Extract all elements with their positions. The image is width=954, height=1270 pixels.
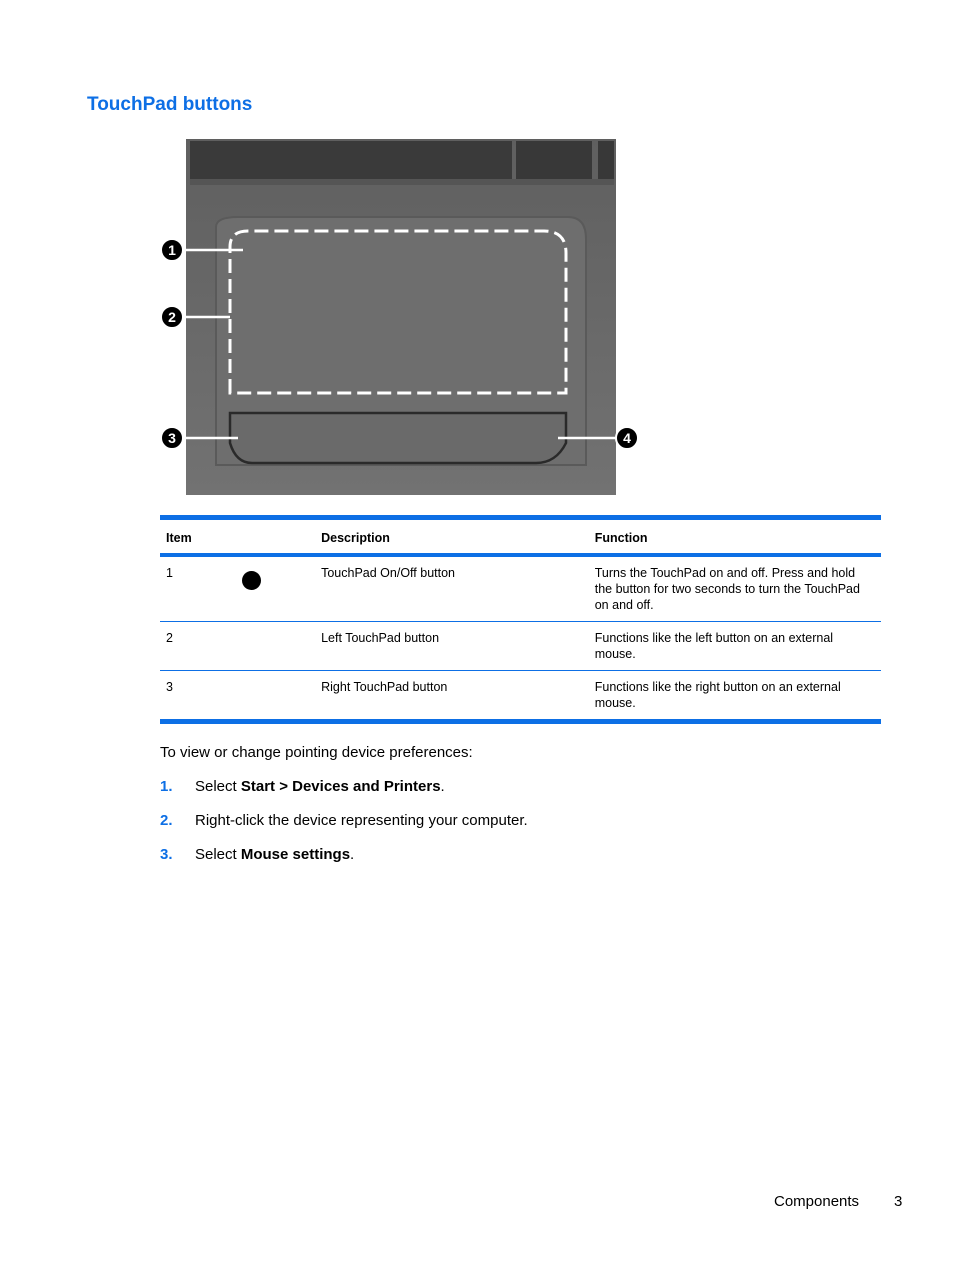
- step-number: 3.: [160, 846, 173, 863]
- table-row: [160, 671, 881, 722]
- row-description: TouchPad On/Off button: [321, 566, 455, 580]
- step-text: Right-click the device representing your computer.: [195, 812, 528, 829]
- row-icon: [222, 671, 315, 722]
- list-item: [160, 812, 528, 830]
- header-item: Item: [166, 531, 192, 545]
- row-item: 3: [166, 680, 173, 694]
- row-icon: [222, 555, 315, 622]
- svg-text:1: 1: [168, 242, 176, 258]
- step-bold: Mouse settings: [240, 846, 351, 863]
- intro-text: To view or change pointing device preferences:: [160, 744, 473, 761]
- step-number: 2.: [160, 812, 173, 829]
- row-item: 2: [166, 631, 173, 645]
- touchpad-figure: [158, 135, 642, 497]
- power-dot-icon: [242, 571, 261, 590]
- row-function: Functions like the right button on an external mouse.: [594, 680, 841, 710]
- section-heading: TouchPad buttons: [87, 94, 253, 115]
- table-row: [160, 555, 881, 622]
- steps-list: [160, 778, 528, 880]
- step-number: 1.: [160, 778, 173, 795]
- row-description: Left TouchPad button: [321, 631, 440, 645]
- keyboard-edge: [190, 141, 512, 179]
- touchpad-buttons-bar: [230, 413, 566, 463]
- callout-badge-2: [161, 306, 183, 328]
- svg-text:3: 3: [168, 430, 176, 446]
- header-icon: [222, 518, 315, 556]
- row-icon: [222, 622, 315, 671]
- row-function: Turns the TouchPad on and off. Press and hold the button for two seconds to turn the TouchPad on and off.: [594, 566, 860, 612]
- step-text: Select: [195, 846, 241, 863]
- step-text: Select: [195, 778, 241, 795]
- footer-section-label: Components: [774, 1193, 860, 1210]
- list-item: [160, 846, 528, 864]
- header-function: Function: [594, 531, 648, 545]
- row-function: Functions like the left button on an external mouse.: [594, 631, 834, 661]
- list-item: [160, 778, 528, 796]
- table-header-row: [160, 518, 881, 556]
- callout-badge-1: [161, 239, 183, 261]
- callout-badge-3: [161, 427, 183, 449]
- page-number: 3: [894, 1193, 903, 1210]
- step-bold: Start > Devices and Printers: [240, 778, 441, 795]
- header-description: Description: [321, 531, 390, 545]
- keyboard-key-right: [598, 141, 614, 179]
- row-item: 1: [166, 566, 173, 580]
- row-description: Right TouchPad button: [321, 680, 448, 694]
- keyboard-key: [516, 141, 592, 179]
- components-table: [160, 515, 881, 724]
- callout-badge-4: [616, 427, 638, 449]
- touchpad-illustration: [158, 135, 642, 497]
- step-suffix: .: [440, 778, 445, 795]
- table-row: [160, 622, 881, 671]
- step-suffix: .: [350, 846, 355, 863]
- svg-text:4: 4: [623, 430, 631, 446]
- svg-text:2: 2: [168, 309, 176, 325]
